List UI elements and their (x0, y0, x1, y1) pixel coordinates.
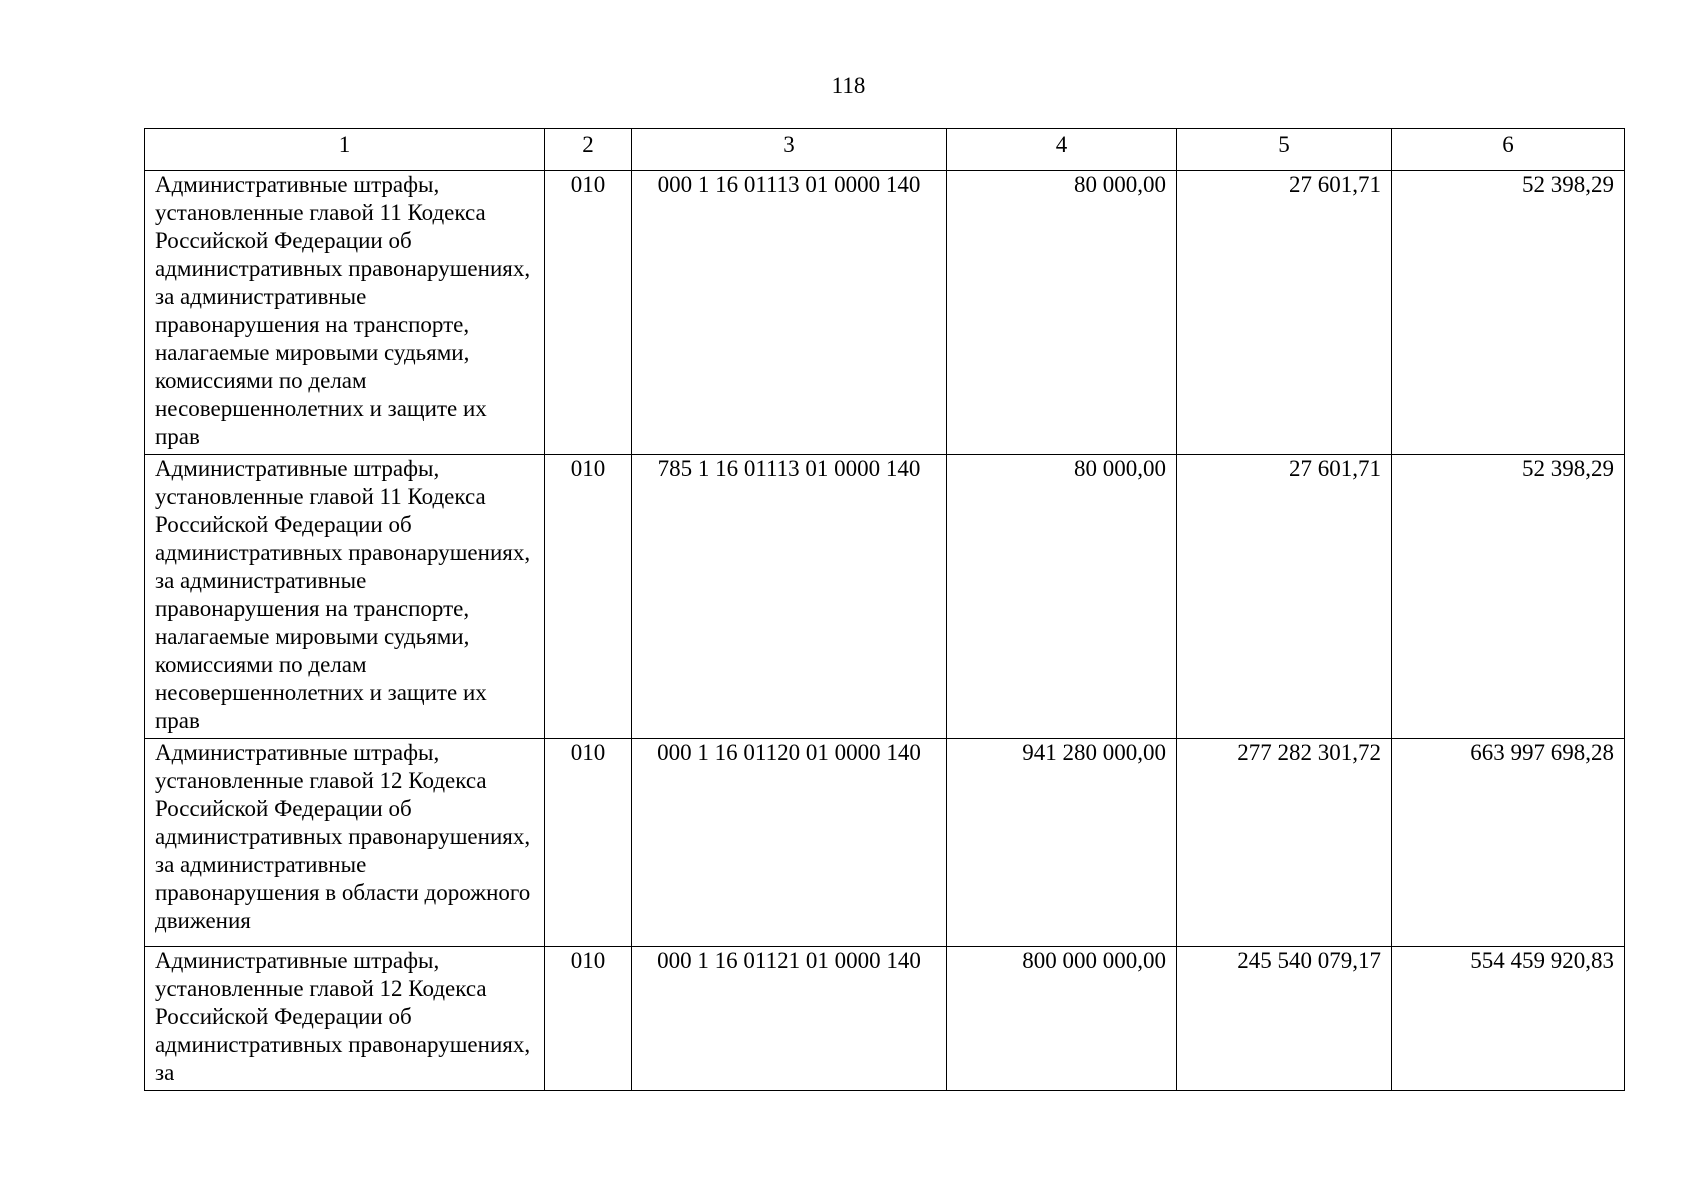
value-cell-col4: 800 000 000,00 (947, 947, 1177, 1091)
budget-code-cell: 785 1 16 01113 01 0000 140 (632, 455, 947, 739)
column-header: 4 (947, 129, 1177, 171)
column-header: 2 (545, 129, 632, 171)
value-cell-col6: 554 459 920,83 (1392, 947, 1625, 1091)
value-cell-col4: 80 000,00 (947, 455, 1177, 739)
budget-code-cell: 000 1 16 01121 01 0000 140 (632, 947, 947, 1091)
column-header: 1 (145, 129, 545, 171)
column-header: 5 (1177, 129, 1392, 171)
income-name-cell: Административные штрафы, установленные главой 12 Кодекса Российской Федерации об административных правонарушениях, за административные правонарушения в области дорожного движения (145, 739, 545, 947)
value-cell-col6: 663 997 698,28 (1392, 739, 1625, 947)
column-header: 3 (632, 129, 947, 171)
line-code-cell: 010 (545, 739, 632, 947)
table-row (145, 739, 1625, 947)
value-cell-col4: 941 280 000,00 (947, 739, 1177, 947)
value-cell-col6: 52 398,29 (1392, 171, 1625, 455)
income-name-cell: Административные штрафы, установленные главой 11 Кодекса Российской Федерации об административных правонарушениях, за административные правонарушения на транспорте, налагаемые мировыми судьями, комиссиями по делам несовершеннолетних и защите их прав (145, 171, 545, 455)
budget-code-cell: 000 1 16 01113 01 0000 140 (632, 171, 947, 455)
value-cell-col6: 52 398,29 (1392, 455, 1625, 739)
value-cell-col5: 27 601,71 (1177, 171, 1392, 455)
page-number: 118 (831, 73, 866, 98)
table-header-row (145, 129, 1625, 171)
column-header: 6 (1392, 129, 1625, 171)
line-code-cell: 010 (545, 455, 632, 739)
line-code-cell: 010 (545, 947, 632, 1091)
income-name-cell: Административные штрафы, установленные главой 11 Кодекса Российской Федерации об административных правонарушениях, за административные правонарушения на транспорте, налагаемые мировыми судьями, комиссиями по делам несовершеннолетних и защите их прав (145, 455, 545, 739)
line-code-cell: 010 (545, 171, 632, 455)
value-cell-col5: 27 601,71 (1177, 455, 1392, 739)
table-row (145, 455, 1625, 739)
income-name-cell: Административные штрафы, установленные главой 12 Кодекса Российской Федерации об административных правонарушениях, за (145, 947, 545, 1091)
report-table (144, 128, 1625, 1091)
value-cell-col5: 245 540 079,17 (1177, 947, 1392, 1091)
value-cell-col5: 277 282 301,72 (1177, 739, 1392, 947)
table-row (145, 171, 1625, 455)
value-cell-col4: 80 000,00 (947, 171, 1177, 455)
table-row (145, 947, 1625, 1091)
budget-code-cell: 000 1 16 01120 01 0000 140 (632, 739, 947, 947)
